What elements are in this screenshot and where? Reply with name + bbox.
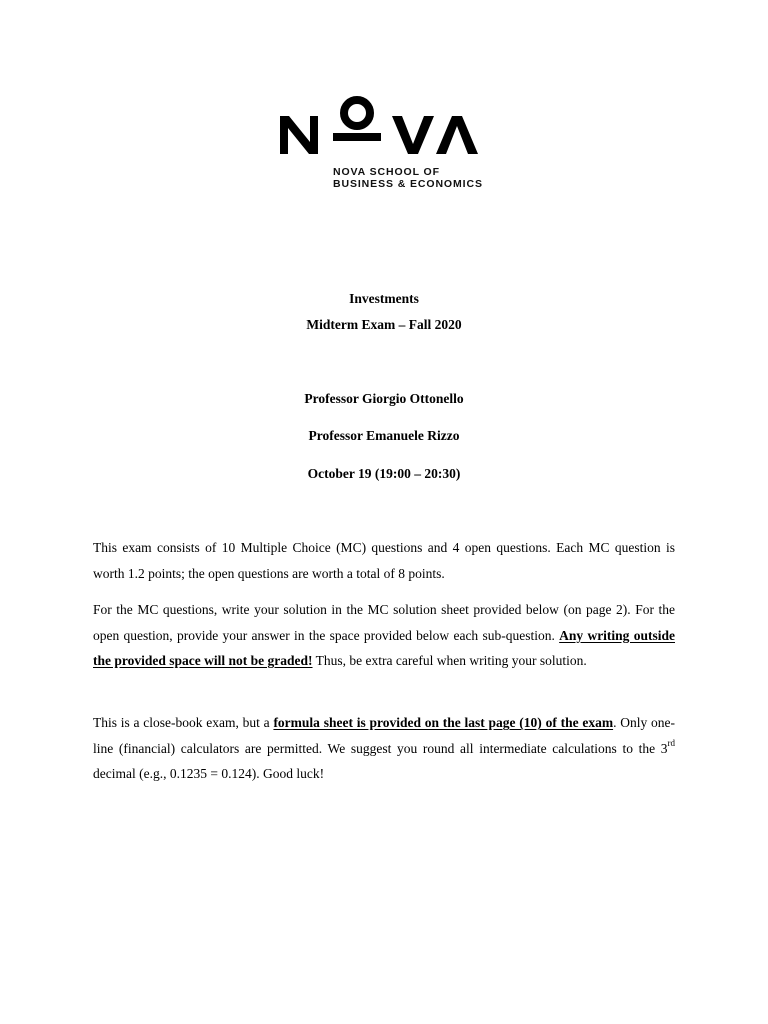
instructions-text-b: Thus, be extra careful when writing your solution. <box>312 653 587 668</box>
nova-logo <box>276 94 492 194</box>
course-title: Investments <box>349 291 419 306</box>
rules-text-c: decimal (e.g., 0.1235 = 0.124). Good luck! <box>93 766 325 781</box>
rules-text-b: . Only one-line (financial) calculators are permitted. We suggest you round all intermediate calculations to the 3 <box>93 715 675 756</box>
intro-paragraph <box>93 535 675 586</box>
exam-date: October 19 (19:00 – 20:30) <box>307 466 461 481</box>
intro-text: This exam consists of 10 Multiple Choice (MC) questions and 4 open questions. Each MC question is worth 1.2 points; the open questions are worth a total of 8 points. <box>93 540 675 581</box>
nova-wordmark-icon <box>276 94 492 164</box>
ordinal-suffix: rd <box>667 738 675 748</box>
professor-1: Professor Giorgio Ottonello <box>304 391 464 406</box>
instructions-paragraph <box>93 597 675 674</box>
logo-line1: NOVA SCHOOL OF <box>333 166 440 178</box>
rules-paragraph <box>93 710 675 787</box>
exam-title: Midterm Exam – Fall 2020 <box>306 317 462 332</box>
grading-warning: Any writing outside the provided space will not be graded! <box>93 627 675 668</box>
formula-sheet-note: formula sheet is provided on the last page (10) of the exam <box>273 715 614 730</box>
professor-2: Professor Emanuele Rizzo <box>308 428 460 443</box>
instructions-text-a: For the MC questions, write your solution in the MC solution sheet provided below (on page 2). For the open question, provide your answer in the space provided below each sub-question. <box>93 602 675 643</box>
rules-text-a: This is a close-book exam, but a <box>93 715 274 730</box>
logo-line2: BUSINESS & ECONOMICS <box>333 178 483 190</box>
